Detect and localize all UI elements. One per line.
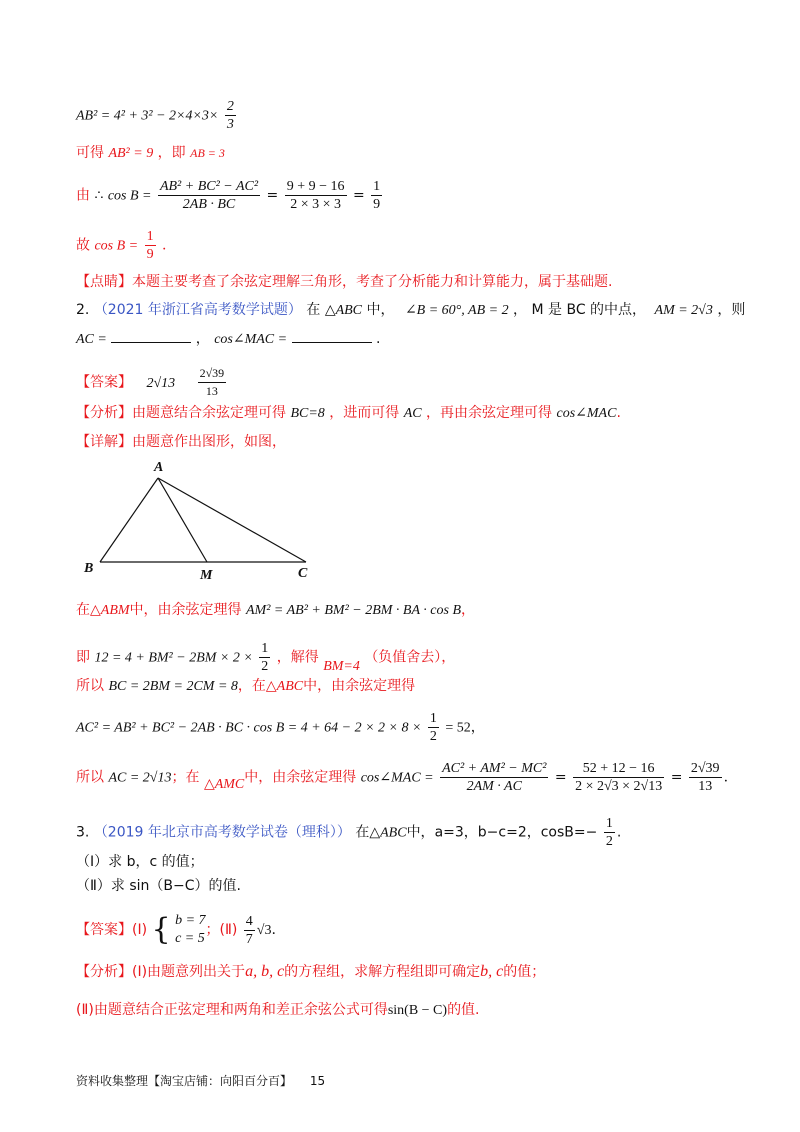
page-number: 15 — [309, 1074, 326, 1088]
q3-stem: 3. （2019 年北京市高考数学试卷（理科）） 在△ABC中，a=3，b−c=2，cosB=− $\frac{1}{2}$ . — [76, 816, 622, 849]
q2-detail-line-2: 即 12 = 4 + BM² − 2BM × 2 × $\frac{1}{2}$ ，解得 BM=4 （负值舍去）， — [76, 641, 456, 674]
q2-stem: 2. （2021 年浙江省高考数学试题） 在 △ABC 中， ∠B = 60°, AB = 2 ， M 是 BC 的中点， AM = 2√3 ，则 — [76, 302, 746, 318]
q2-answer — [76, 365, 228, 400]
q3-part-1: （Ⅰ）求 b，c 的值； — [76, 854, 204, 870]
page-footer — [76, 1072, 325, 1089]
q2-blank-ac[interactable] — [111, 328, 191, 343]
eq-ab2-text: AB² = 4² + 3² − 2×4×3× — [76, 108, 219, 124]
footer-text: 资料收集整理【淘宝店铺：向阳百分百】 — [76, 1074, 293, 1088]
eq-ab2-fraction: $\frac{2}{3}$ — [226, 99, 234, 132]
q3-part-2: （Ⅱ）求 sin（B−C）的值. — [76, 878, 241, 894]
cosb-fraction-3: $\frac{1}{9}$ — [373, 179, 381, 212]
q2-blanks: AC = ， cos∠MAC = . — [76, 328, 380, 350]
final-fraction: $\frac{1}{9}$ — [146, 229, 154, 262]
dianjing-text: 本题主要考查了余弦定理解三角形，考查了分析能力和计算能力，属于基础题. — [132, 274, 613, 290]
q2-answer-label: 【答案】 — [76, 374, 132, 391]
edge-am — [158, 478, 207, 562]
q3-answer-system: b = 7 c = 5 — [175, 913, 206, 946]
q3-number: 3. — [76, 824, 90, 841]
dianjing-note — [76, 272, 612, 292]
vertex-c-label: C — [298, 566, 308, 581]
q3-analysis-1: 【分析】(Ⅰ)由题意列出关于a, b, c的方程组，求解方程组即可确定b, c的值； — [76, 963, 546, 980]
q2-answer-1: 2√13 — [146, 375, 176, 391]
eq-ab-squared — [76, 98, 238, 133]
q2-detail-line-4: AC² = AB² + BC² − 2AB · BC · cos B = 4 + 64 − 2 × 2 × 8 × $\frac{1}{2}$ = 52， — [76, 711, 485, 744]
vertex-b-label: B — [84, 561, 94, 576]
triangle-figure — [76, 455, 336, 585]
q3-analysis-2: (Ⅱ)由题意结合正弦定理和两角和差正余弦公式可得sin(B − C)的值. — [76, 1002, 480, 1018]
q2-analysis: 【分析】由题意结合余弦定理可得 BC=8 ，进而可得 AC ，再由余弦定理可得 cos∠MAC. — [76, 405, 621, 421]
line-therefore-cos-b: 故 cos B = $\frac{1}{9}$ . — [76, 229, 167, 262]
q3-answer-label: 【答案】 — [76, 922, 132, 938]
q3-source: （2019 年北京市高考数学试卷（理科）） — [93, 824, 351, 841]
q2-source: （2021 年浙江省高考数学试题） — [93, 302, 302, 318]
q2-answer-2: $\frac{2√39}{13}$ — [199, 366, 225, 398]
vertex-m-label: M — [200, 568, 213, 583]
dianjing-label: 【点睛】 — [76, 274, 132, 290]
cosb-fraction-2: $\frac{9 + 9 - 16}{2 \times 3 \times 3}$ — [286, 179, 345, 212]
edge-ac — [158, 478, 306, 562]
q2-detail-intro: 【详解】由题意作出图形，如图， — [76, 434, 286, 450]
q2-detail-line-5: 所以 AC = 2√13；在 △AMC中，由余弦定理得 cos∠MAC = $\frac{\text{AC² + AM² − MC²}}{2AM \cdot AC}$ = $\frac{52 + 12 - 16}{2 \times 2√3 \times 2√13}$ = $\frac{2√39}{13}$ . — [76, 761, 729, 794]
vertex-a-label: A — [154, 460, 164, 475]
line-ab2-equals-9: 可得 AB² = 9 ，即 AB = 3 — [76, 145, 225, 161]
line-cos-b-derivation: 由 ∴ cos B = $\frac{\text{AB² + BC² − AC²}}{2AB \cdot BC}$ = $\frac{9 + 9 - 16}{2 \times 3 \times 3}$ = $\frac{1}{9}$ — [76, 179, 381, 212]
edge-ab — [100, 478, 158, 562]
q2-number: 2. — [76, 302, 90, 318]
cosb-fraction-1: $\frac{\text{AB² + BC² − AC²}}{2AB \cdot BC}$ — [159, 179, 259, 212]
q2-detail-line-1: 在△ABM中，由余弦定理得 AM² = AB² + BM² − 2BM · BA · cos B， — [76, 602, 475, 618]
q2-blank-cos[interactable] — [292, 328, 372, 343]
q2-detail-line-3: 所以 BC = 2BM = 2CM = 8，在△ABC中，由余弦定理得 — [76, 678, 416, 694]
q3-answer: 【答案】(Ⅰ) { b = 7 c = 5 ；(Ⅱ) $\frac{4}{7}$ √3. — [76, 912, 276, 947]
